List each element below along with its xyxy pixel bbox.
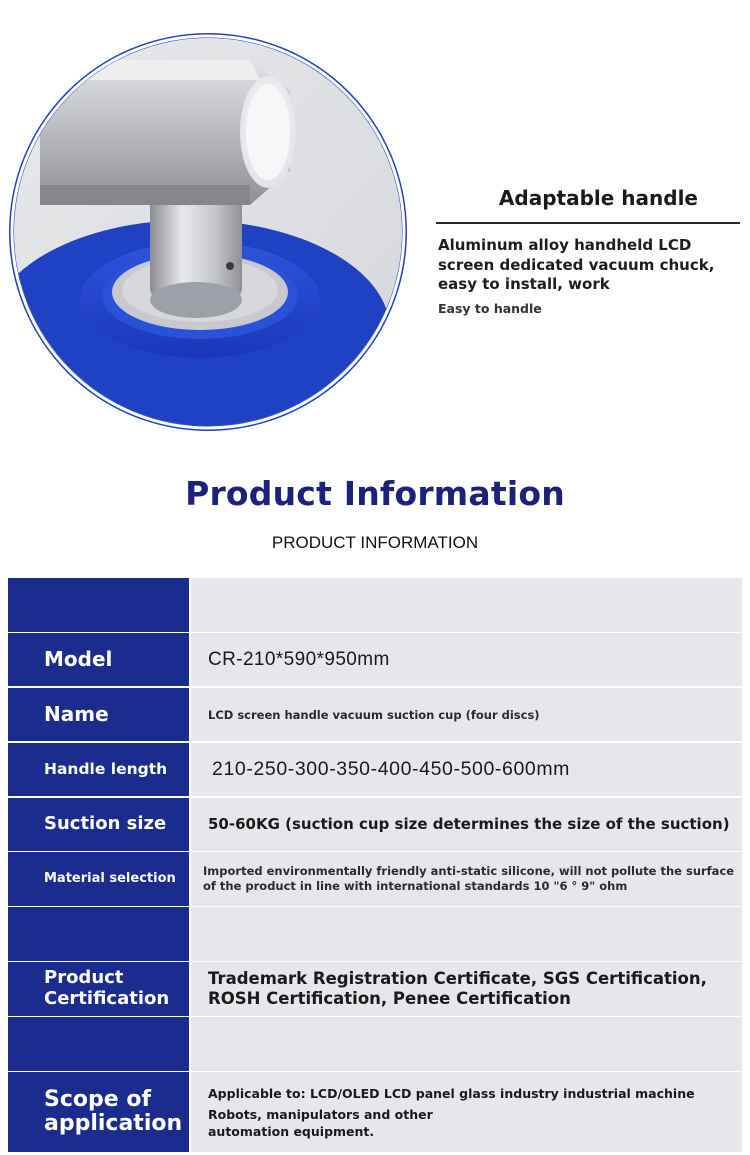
table-row: [8, 852, 742, 906]
table-row: [8, 798, 742, 852]
spec-value-scope: [191, 1072, 742, 1152]
hero-text-block: [436, 180, 746, 316]
table-row: [8, 578, 742, 632]
section-title: Product Information: [185, 474, 565, 513]
divider: [436, 222, 740, 224]
spec-label: [8, 578, 189, 632]
table-row: [8, 962, 742, 1016]
scope-line: Applicable to: LCD/OLED LCD panel glass industry industrial machine: [208, 1085, 695, 1101]
spec-value-material: Imported environmentally friendly anti-static silicone, will not pollute the surface of the product in line with international standards 10 "6 ° 9" ohm: [191, 852, 742, 906]
product-closeup-image: [0, 0, 430, 440]
table-row: [8, 907, 742, 961]
table-row: [8, 688, 742, 742]
spec-value: [191, 907, 742, 961]
hero-subtext: Easy to handle: [438, 300, 542, 316]
table-row: [8, 633, 742, 687]
spec-value: [191, 578, 742, 632]
section-subtitle: PRODUCT INFORMATION: [271, 533, 479, 552]
spec-value-model: CR-210*590*950mm: [191, 633, 742, 687]
spec-value-handle-length: 210-250-300-350-400-450-500-600mm: [191, 743, 742, 797]
spec-label-name: Name: [8, 688, 189, 742]
hero-description: Aluminum alloy handheld LCD screen dedicated vacuum chuck, easy to install, work: [438, 236, 715, 293]
spec-label-handle-length: Handle length: [8, 743, 189, 797]
table-row: [8, 1072, 742, 1152]
scope-line: Robots, manipulators and other automation equipment.: [208, 1106, 433, 1139]
spec-label: [8, 907, 189, 961]
hero-title: Adaptable handle: [498, 186, 698, 210]
spec-table: [8, 578, 742, 1152]
hero-section: [0, 0, 750, 440]
spec-value-certification: Trademark Registration Certificate, SGS Certification, ROSH Certification, Penee Certification: [191, 962, 742, 1016]
spec-value-suction-size: 50-60KG (suction cup size determines the size of the suction): [191, 798, 742, 852]
spec-label-model: Model: [8, 633, 189, 687]
spec-label-suction-size: Suction size: [8, 798, 189, 852]
table-row: [8, 743, 742, 797]
spec-label: [8, 1017, 189, 1071]
table-row: [8, 1017, 742, 1071]
spec-label-scope: Scope of application: [8, 1072, 189, 1152]
spec-value: [191, 1017, 742, 1071]
spec-label-material: Material selection: [8, 852, 189, 906]
spec-value-name: LCD screen handle vacuum suction cup (four discs): [191, 688, 742, 742]
spec-label-certification: Product Certification: [8, 962, 189, 1016]
